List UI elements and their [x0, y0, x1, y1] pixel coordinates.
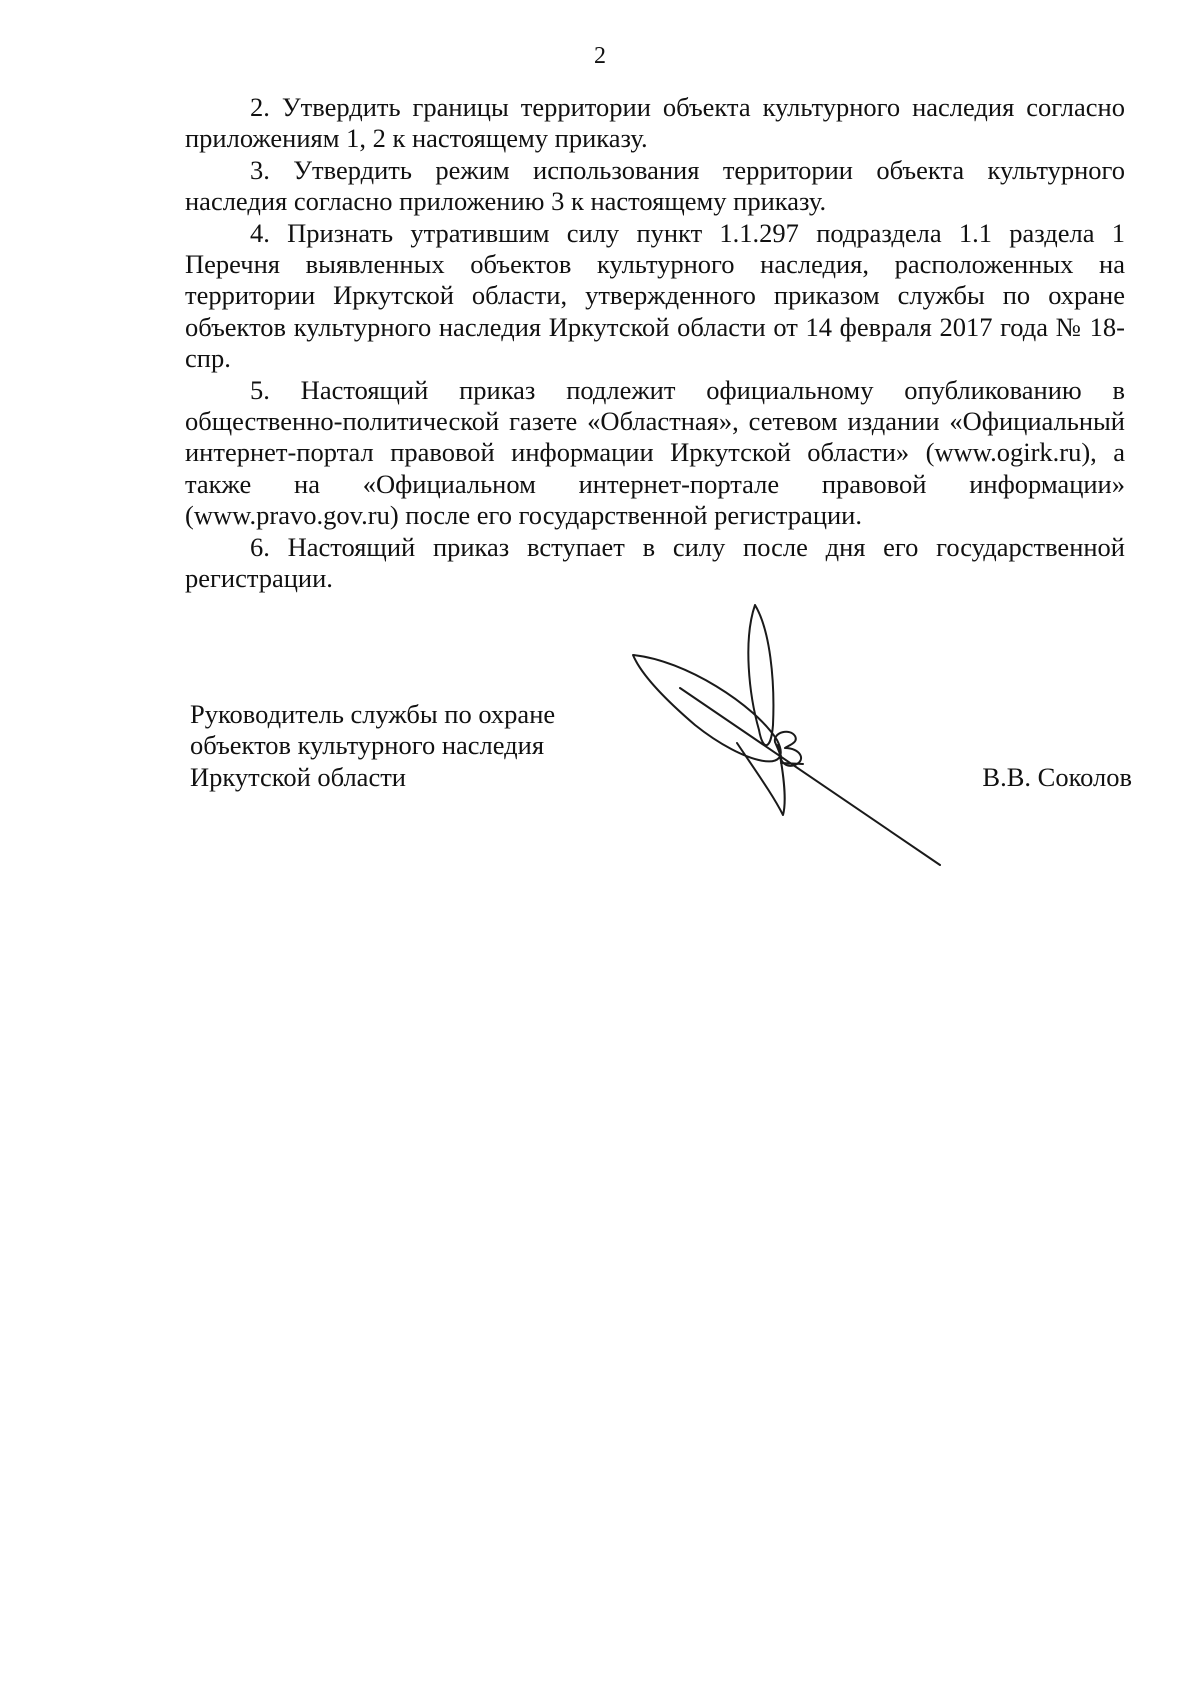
- paragraph-item-3: 3. Утвердить режим использования территории объекта культурного наследия согласно приложению 3 к настоящему приказу.: [185, 154, 1125, 217]
- signer-position-line: Иркутской области: [190, 761, 406, 792]
- handwritten-signature: [625, 600, 955, 880]
- paragraph-item-2: 2. Утвердить границы территории объекта культурного наследия согласно приложениям 1, 2 к настоящему приказу.: [185, 92, 1125, 154]
- paragraph-item-4: 4. Признать утратившим силу пункт 1.1.297 подраздела 1.1 раздела 1 Перечня выявленных объектов культурного наследия, расположенных на территории Иркутской области, утвержденного приказом службы по охране объектов культурного наследия Иркутской области от 14 февраля 2017 года № 18-спр.: [185, 217, 1125, 374]
- signer-position-line: объектов культурного наследия: [190, 730, 545, 761]
- paragraph-item-5: 5. Настоящий приказ подлежит официальному опубликованию в общественно-политической газете «Областная», сетевом издании «Официальный интернет-портал правовой информации Иркутской области» (www.ogirk.ru), а также на «Официальном интернет-портале правовой информации» (www.pravo.gov.ru) после его государственной регистрации.: [185, 374, 1125, 531]
- signer-position: [190, 699, 670, 793]
- signer-name: В.В. Соколов: [982, 762, 1132, 792]
- document-body: [185, 92, 1125, 595]
- page-number: 2: [594, 43, 606, 69]
- signer-position-line: Руководитель службы по охране: [190, 699, 556, 729]
- paragraph-item-6: 6. Настоящий приказ вступает в силу после дня его государственной регистрации.: [185, 531, 1125, 594]
